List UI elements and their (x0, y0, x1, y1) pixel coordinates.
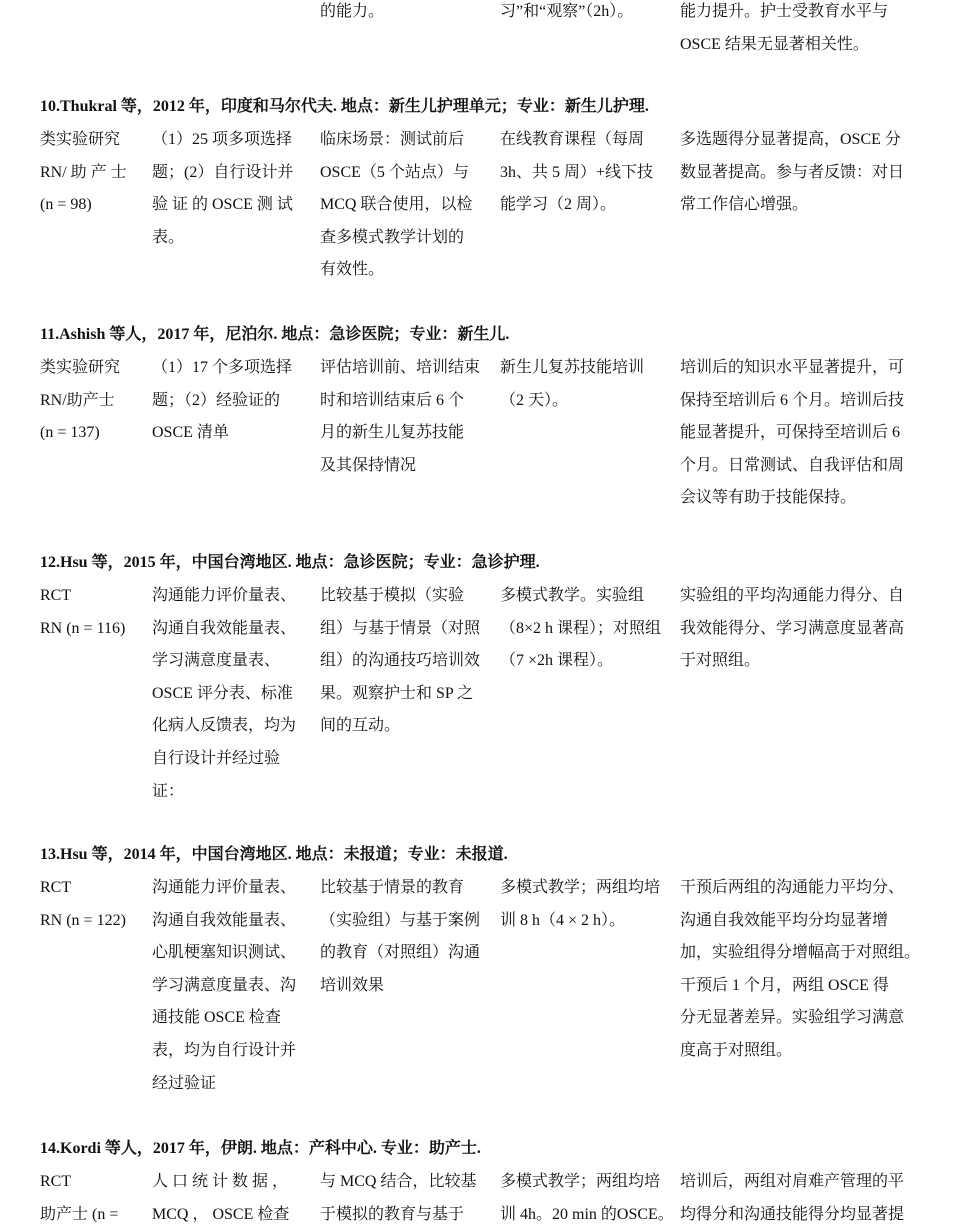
study-design-participants-cell-line: RN/ 助 产 士 (40, 163, 127, 181)
study-design-participants-cell-line: 助产士 (n = (40, 1205, 119, 1223)
study-result-cell-line: 干预后两组的沟通能力平均分、 (680, 879, 905, 896)
study-instrument-cell-line: MCQ ， OSCE 检查 (152, 1205, 290, 1223)
study-method-cell-line: 于模拟的教育与基于 (320, 1205, 465, 1223)
study-result-cell-line: 数显著提高。参与者反馈：对日 (680, 163, 905, 181)
study-instrument-cell-line: 表，均为自行设计并 (152, 1042, 297, 1059)
study-result-cell-line: 沟通自我效能平均分均显著增 (680, 911, 889, 929)
continuation-result-cell-line: OSCE 结果无显著相关性。 (680, 35, 869, 53)
study-intervention-cell-line: （2 天）。 (500, 391, 569, 409)
study-instrument-cell-line: 人 口 统 计 数 据 ， (152, 1173, 289, 1190)
study-intervention-cell-line: 多模式教学；两组均培 (500, 1173, 661, 1190)
study-result-cell-line: 多选题得分显著提高，OSCE 分 (680, 131, 901, 148)
study-design-participants-cell-line: (n = 137) (40, 424, 100, 442)
study-instrument-cell-line: （1）25 项多项选择 (152, 131, 293, 148)
study-instrument-cell-line: OSCE 评分表、标准 (152, 684, 293, 702)
study-design-participants-cell-line: (n = 98) (40, 196, 92, 214)
study-design-participants-cell-line: RN/助产士 (40, 391, 115, 409)
study-method-cell-line: 培训效果 (320, 976, 385, 994)
study-method-cell-line: 比较基于情景的教育 (320, 879, 465, 896)
study-intervention-cell-line: 多模式教学；两组均培 (500, 879, 661, 896)
continuation-result-cell-line: 能力提升。护士受教育水平与 (680, 3, 889, 20)
study-instrument-cell-line: 学习满意度量表、 (152, 652, 281, 670)
study-method-cell-line: （实验组）与基于案例 (320, 911, 481, 929)
study-result-cell-line: 常工作信心增强。 (680, 196, 809, 214)
study-heading: 11.Ashish 等人，2017 年，尼泊尔. 地点：急诊医院；专业：新生儿. (40, 326, 510, 343)
study-result-cell-line: 会议等有助于技能保持。 (680, 489, 857, 507)
study-design-participants-cell-line: 类实验研究 (40, 131, 121, 148)
study-design-participants-cell-line: RN (n = 122) (40, 911, 126, 929)
study-result-cell-line: 干预后 1 个月，两组 OSCE 得 (680, 976, 889, 994)
study-instrument-cell-line: 沟通自我效能量表、 (152, 911, 297, 929)
study-method-cell-line: OSCE（5 个站点）与 (320, 163, 469, 181)
study-intervention-cell-line: 训 4h。20 min 的OSCE。 (500, 1205, 674, 1223)
study-instrument-cell-line: 自行设计并经过验 (152, 750, 281, 767)
study-result-cell-line: 均得分和沟通技能得分均显著提 (680, 1205, 905, 1223)
study-method-cell-line: 月的新生儿复苏技能 (320, 424, 465, 442)
study-method-cell-line: 果。观察护士和 SP 之 (320, 684, 474, 702)
study-heading: 10.Thukral 等，2012 年，印度和马尔代夫. 地点：新生儿护理单元；专业：新生儿护理. (40, 98, 649, 115)
study-method-cell-line: 比较基于模拟（实验 (320, 587, 465, 604)
study-method-cell-line: 间的互动。 (320, 717, 401, 735)
study-heading: 14.Kordi 等人，2017 年，伊朗. 地点：产科中心. 专业：助产士. (40, 1140, 481, 1157)
study-instrument-cell-line: 沟通能力评价量表、 (152, 587, 297, 604)
study-intervention-cell-line: 3h、共 5 周）+线下技 (500, 163, 654, 181)
study-method-cell-line: 的教育（对照组）沟通 (320, 944, 481, 962)
study-intervention-cell-line: 新生儿复苏技能培训 (500, 359, 645, 376)
study-method-cell-line: 组）与基于情景（对照 (320, 619, 481, 637)
study-instrument-cell-line: 学习满意度量表、沟 (152, 976, 297, 994)
study-method-cell-line: 临床场景：测试前后 (320, 131, 465, 148)
study-instrument-cell-line: （1）17 个多项选择 (152, 359, 293, 376)
study-heading: 12.Hsu 等，2015 年，中国台湾地区. 地点：急诊医院；专业：急诊护理. (40, 554, 540, 571)
study-method-cell-line: 有效性。 (320, 261, 385, 279)
study-result-cell-line: 个月。日常测试、自我评估和周 (680, 456, 905, 474)
study-instrument-cell-line: 化病人反馈表，均为 (152, 717, 297, 735)
study-intervention-cell-line: 在线教育课程（每周 (500, 131, 645, 148)
continuation-intervention-cell-line: 习”和“观察”（2h）。 (500, 3, 634, 20)
study-method-cell-line: 组）的沟通技巧培训效 (320, 652, 481, 670)
study-instrument-cell-line: 心肌梗塞知识测试、 (152, 944, 297, 962)
continuation-method-cell-line: 的能力。 (320, 3, 385, 20)
study-heading: 13.Hsu 等，2014 年，中国台湾地区. 地点：未报道；专业：未报道. (40, 846, 508, 863)
study-method-cell-line: 与 MCQ 结合，比较基 (320, 1173, 477, 1190)
study-result-cell-line: 度高于对照组。 (680, 1042, 793, 1059)
study-intervention-cell-line: （8×2 h 课程）；对照组 (500, 619, 662, 637)
study-result-cell-line: 我效能得分、学习满意度显著高 (680, 619, 905, 637)
study-instrument-cell-line: 证： (152, 782, 185, 800)
study-result-cell-line: 培训后的知识水平显著提升，可 (680, 359, 905, 376)
study-intervention-cell-line: （7 ×2h 课程）。 (500, 652, 614, 670)
study-result-cell-line: 培训后，两组对肩难产管理的平 (680, 1173, 905, 1190)
study-instrument-cell-line: 题；（2）经验证的 (152, 391, 281, 409)
study-instrument-cell-line: 沟通自我效能量表、 (152, 619, 297, 637)
study-instrument-cell-line: 经过验证 (152, 1074, 217, 1092)
study-instrument-cell-line: 题；(2）自行设计并 (152, 163, 294, 181)
study-instrument-cell-line: 表。 (152, 228, 185, 246)
study-method-cell-line: 查多模式教学计划的 (320, 228, 465, 246)
study-design-participants-cell-line: 类实验研究 (40, 359, 121, 376)
study-result-cell-line: 于对照组。 (680, 652, 761, 670)
study-method-cell-line: 评估培训前、培训结束 (320, 359, 481, 376)
study-intervention-cell-line: 训 8 h（4 × 2 h）。 (500, 911, 626, 929)
study-result-cell-line: 保持至培训后 6 个月。培训后技 (680, 391, 905, 409)
study-instrument-cell-line: 通技能 OSCE 检查 (152, 1009, 281, 1027)
study-instrument-cell-line: 沟通能力评价量表、 (152, 879, 297, 896)
study-method-cell-line: MCQ 联合使用，以检 (320, 196, 473, 214)
study-instrument-cell-line: OSCE 清单 (152, 424, 229, 442)
study-design-participants-cell-line: RCT (40, 1173, 72, 1190)
study-design-participants-cell-line: RN (n = 116) (40, 619, 126, 637)
study-intervention-cell-line: 多模式教学。实验组 (500, 587, 645, 604)
study-design-participants-cell-line: RCT (40, 879, 72, 896)
study-method-cell-line: 及其保持情况 (320, 456, 417, 474)
study-design-participants-cell-line: RCT (40, 587, 72, 604)
study-result-cell-line: 能显著提升，可保持至培训后 6 (680, 424, 901, 442)
study-result-cell-line: 加，实验组得分增幅高于对照组。 (680, 944, 921, 962)
study-result-cell-line: 分无显著差异。实验组学习满意 (680, 1009, 905, 1027)
study-intervention-cell-line: 能学习（2 周）。 (500, 196, 617, 214)
study-result-cell-line: 实验组的平均沟通能力得分、自 (680, 587, 905, 604)
study-method-cell-line: 时和培训结束后 6 个 (320, 391, 465, 409)
study-instrument-cell-line: 验 证 的 OSCE 测 试 (152, 196, 293, 214)
